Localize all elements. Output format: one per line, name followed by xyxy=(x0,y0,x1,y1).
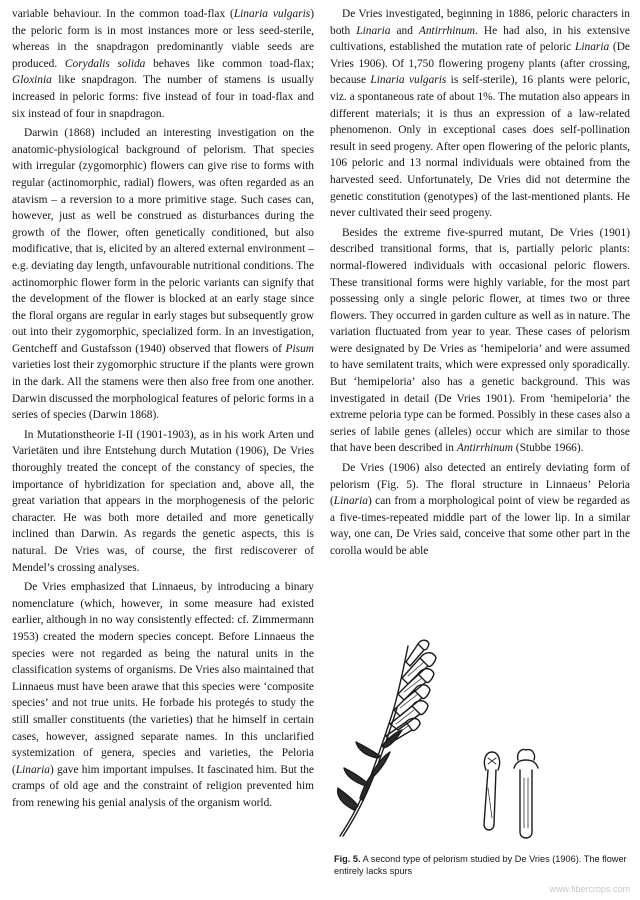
italic-term: Linaria vulgaris xyxy=(370,74,447,87)
text-run: De Vries investigated, beginning in 1886, peloric characters in both xyxy=(330,8,630,37)
italic-term: Antirrhinum xyxy=(418,24,476,37)
italic-term: Gloxinia xyxy=(12,74,52,87)
figure-label: Fig. 5. xyxy=(334,854,361,864)
left-column xyxy=(12,6,314,815)
italic-term: Pisum xyxy=(285,342,314,355)
text-run: and xyxy=(390,24,419,37)
text-run: In Mutationstheorie I-II (1901-1903), as in his work Arten und Varietäten und ihre Entstehung durch Mutation (1906), De Vries thoroughly treated the concept of the constancy of species, the importance of hybridization for speciation and, above all, the great variation that appears in the morphogenesis of the peloric character. He was both more detailed and more genetically inclined than Darwin. As regards the genetic aspects, this is natural. De Vries was, of course, the first rediscoverer of Mendel’s crossing analyses. xyxy=(12,428,314,574)
text-run: De Vries emphasized that Linnaeus, by introducing a binary nomenclature (which, however, in some measure had existed earlier, although in no way consistently effected: cf. Zimmermann 1953) created the modern species concept. Before Linnaeus the species were not regarded as being the natural units in the classification systems of organisms. De Vries also maintained that Linnaeus must have been arawe that this species were ‘composite species’ and not true units. He forbade his protegés to study the still smaller constituents (the varieties) that he himself in certain cases, however, assigned separate names. In this unclarified systemization of genera, species and varieties, the Peloria ( xyxy=(12,581,314,776)
italic-term: Antirrhinum xyxy=(456,442,513,455)
paragraph xyxy=(12,579,314,811)
watermark: www.fibercrops.com xyxy=(549,884,630,894)
text-run: variable behaviour. In the common toad-flax ( xyxy=(12,8,234,20)
paragraph xyxy=(330,225,630,457)
italic-term: Linaria xyxy=(333,495,368,508)
paragraph xyxy=(12,427,314,576)
paragraph xyxy=(330,460,630,560)
text-run: behaves like common toad-flax; xyxy=(145,57,315,70)
paragraph xyxy=(330,6,630,222)
italic-term: Linaria vulgaris xyxy=(233,8,311,20)
peloria-plant-drawing xyxy=(334,628,624,848)
right-column xyxy=(330,6,630,563)
figure-illustration xyxy=(334,628,624,848)
italic-term: Linaria xyxy=(15,763,50,776)
text-run: like snapdragon. The number of stamens is usually increased in peloric forms: five instead of four in toad-flax and six instead of four in snapdragon. xyxy=(12,74,314,120)
italic-term: Linaria xyxy=(575,41,610,54)
text-run: is self-sterile), 16 plants were peloric, viz. a spontaneous rate of about 1%. The mutation also appears in different materials; it is thus an expression of a law-related phenomenon. Only in exceptional cases does self-pollination result in seed progeny. After open flowering of the peloric plants, 106 peloric and 13 normal individuals were obtained from the harvested seed. Unfortunately, De Vries did not determine the genetic constitution (genotypes) of the last-mentioned plants. He never cultivated their seed progeny. xyxy=(330,74,630,220)
italic-term: Corydalis solida xyxy=(64,57,146,70)
text-run: De Vries (1906) also detected an entirely deviating form of pelorism (Fig. 5). The floral structure in Linnaeus’ Peloria ( xyxy=(330,462,630,508)
italic-term: Linaria xyxy=(356,24,391,37)
figure-caption-text: A second type of pelorism studied by De Vries (1906). The flower entirely lacks spurs xyxy=(334,854,627,876)
text-run: ) can from a morphological point of view be regarded as a five-times-repeated middle part of the lower lip. In a similar way, one can, De Vries said, conceive that some other part in the corolla would be able xyxy=(330,495,630,557)
paragraph xyxy=(12,6,314,122)
paragraph xyxy=(12,125,314,424)
figure-caption xyxy=(334,853,634,877)
text-run: ) the peloric form is in most instances more or less seed-sterile, whereas in the snapdragon predominantly viable seeds are produced. xyxy=(12,8,314,70)
text-run: varieties lost their zygomorphic structure if the plants were grown in the dark. All the stamens were then also free from one another. Darwin discussed the morphological features of peloric forms in a series of species (Darwin 1868). xyxy=(12,359,314,422)
text-run: Besides the extreme five-spurred mutant, De Vries (1901) described transitional forms, that is, partially peloric plants: normal-flowered individuals with occasional peloric flowers. These transitional forms were highly variable, for the most part possessing only a single peloric flower, at times two or three flowers. They occurred in garden culture as well as in nature. The variation fluctuated from year to year. These cases of pelorism were designated by De Vries as ‘hemipeloria’ and were assumed to have semilatent traits, which were expressed only sporadically. But ‘hemipeloria’ also has a genetic background. This was investigated in detail (De Vries 1901). From ‘hemipeloria’ the extreme peloria type can be formed. Possibly in these cases also a series of labile genes (alleles) occur which are similar to those that have been described in xyxy=(330,226,630,455)
text-run: . He had also, in his extensive cultivations, established the mutation rate of peloric xyxy=(330,24,630,54)
text-run: Darwin (1868) included an interesting investigation on the anatomic-physiological background of pelorism. That species with irregular (zygomorphic) flowers can give rise to forms with regular (actinomorphic, radial) flowers, was often regarded as an atavism – a reversion to a more primitive stage. Such cases can, however, just as well be construed as disturbances during the growth of the flower, often genetically conditioned, but also modificative, that is, elicited by an altered external environment – e.g. deviating day length, unfavourable nutritional conditions. The actinomorphic flower form in the peloric variants can signify that the development of the flower is blocked at an early stage since the floral organs are regular in early stages but subsequently grow out into their zygomorphic, specialized form. In an investigation, Gentcheff and Gustafsson (1940) observed that flowers of xyxy=(12,127,314,355)
text-run: (Stubbe 1966). xyxy=(512,442,584,455)
text-run: (De Vries 1906). Of 1,750 flowering progeny plants (after crossing, because xyxy=(330,41,630,87)
text-run: ) gave him important impulses. It fascinated him. But the cramps of old age and the constraint of religion prevented him from renewing his genial analysis of the organism world. xyxy=(12,763,314,809)
